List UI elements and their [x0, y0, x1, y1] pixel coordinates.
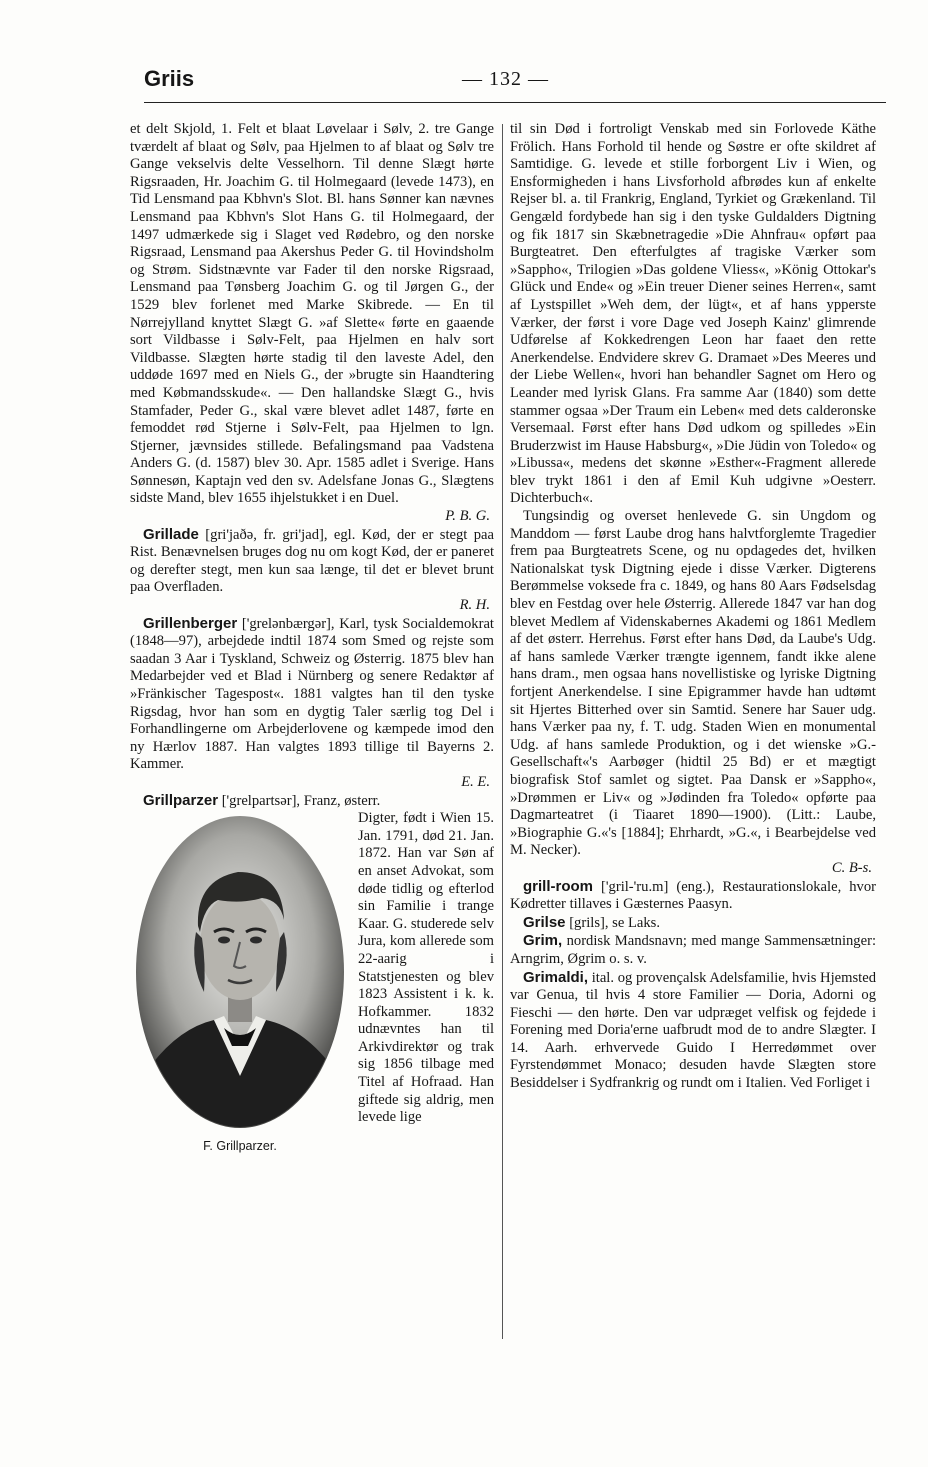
- entry-grilse: [510, 914, 876, 933]
- grillparzer-portrait-icon: [134, 814, 346, 1130]
- portrait-figure: [130, 814, 350, 1166]
- right-column: [510, 121, 876, 1093]
- entry-grim: [510, 932, 876, 968]
- lemma-grimaldi: Grimaldi,: [523, 968, 589, 986]
- entry-text: [gri'jaðə, fr. gri'jad], egl. Kød, der er stegt paa Rist. Benævnelsen bruges dog nu om kogt Kød, der er paneret og derefter stegt, men kun saa længe, til det er blevet brunt paa Overfladen.: [130, 526, 494, 596]
- lemma-grillade: Grillade: [143, 525, 199, 543]
- author-signature: E. E.: [461, 773, 490, 790]
- entry-text: [grils], se Laks.: [569, 914, 660, 931]
- entry-grillade: [130, 526, 494, 597]
- page-number: — 132 —: [462, 68, 549, 90]
- entry-grillparzer-continued: til sin Død i fortroligt Venskab med sin Forlovede Käthe Frölich. Hans Forhold til hende og Søstre er ofte skildret af Samtidige. G. levede et stille forborgent Liv i Wien, og Ensformigheden i hans Livsforhold afbrødes kun af enkelte Rejser bl. a. til Frankrig, England, Tyrkiet og Grækenland. Til Gengæld fordybede han sig i den tyske Guldalders Digtning og fik 1817 sin Skæbnetragedie »Die Ahnfrau« opført paa Burgteatret. Den efterfulgtes af tragiske Værker som »Sappho«, Trilogien »Das goldene Vliess«, »König Ottokar's Glück und Ende« og »Ein treuer Diener seines Herren«, samt af Lystspillet »Weh dem, der lügt«, et af hans ypperste Værker, der først i vore Dage ved Joseph Kainz' glimrende Udførelse af Kokkedrengen Leon har faaet den rette Anerkendelse. Endvidere skrev G. Dramaet »Des Meeres und der Liebe Wellen«, hvori han behandler Sagnet om Hero og Leander med lyrisk Glans. Fra samme Aar (1840) som dette stammer ogsaa »Der Traum ein Leben« med dets calderonske Versemaal. Først efter hans Død udkom og spilledes »Ein Bruderzwist im Hause Habsburg«, »Die Jüdin von Toledo« og »Libussa«, medens det skønne »Esther«-Fragment allerede blev trykt 1861 i den af Emil Kuh udgivne »Oesterr. Dichterbuch«.: [510, 121, 876, 507]
- lemma-grillparzer: Grillparzer: [143, 791, 219, 809]
- entry-grill-room: [510, 878, 876, 914]
- entry-grillparzer-text: Digter, født i Wien 15. Jan. 1791, død 21. Jan. 1872. Han var Søn af en anset Advokat, som døde tidlig og efterlod sin Familie i trange Kaar. G. studerede selv Jura, kom allerede som 22-aarig i Statstjenesten og blev 1823 Assistent i k. k. Hofkammer. 1832 udnævntes han til Arkivdirektør og trak sig 1856 tilbage med Titel af Hofraad. Han giftede sig aldrig, men levede lige: [358, 810, 494, 1126]
- lemma-grillenberger: Grillenberger: [143, 614, 238, 632]
- entry-text: ['gril-'ru.m] (eng.), Restaurationslokale, hvor Kødretter tillaves i Gæsternes Paasyn.: [510, 878, 876, 913]
- lemma-grim: Grim,: [523, 932, 563, 950]
- author-signature: R. H.: [459, 597, 490, 614]
- lemma-grilse: Grilse: [523, 913, 566, 931]
- entry-grimaldi: [510, 969, 876, 1093]
- page-header: [144, 66, 886, 96]
- entry-continuation: et delt Skjold, 1. Felt et blaat Løvelaar i Sølv, 2. tre Gange tværdelt af blaat og Sølv, paa Hjelmen to af blaat og Sølv tre Gange vekselvis delte Vesselhorn. Til denne Slægt hørte Rigsraaden, Hr. Joachim G. til Holmegaard (levede 1473), en Tid Lensmand paa Kbhvn's Slot. Bl. hans Sønner kan nævnes Lensmand paa Kbhvn's Slot Hans G. til Holmegaard, der 1497 udmærkede sig i Slaget ved Rødebro, og den norske Rigsraad, Lensmand paa Akershus Peder G. til Hovindsholm og Strøm. Sidstnævnte var Fader til den norske Rigsraad, Lensmand paa Tønsberg Joachim G. og til Jørgen G., der 1529 blev forlenet med Marke Skibrede. — En til Nørrejylland knyttet Slægt G. »af Slette« førte en gaaende sort Vildbasse i Sølv-Felt, paa Hjelmen en halv sort Vildbasse. Slægten hørte stadig til den laveste Adel, den uddøde 1697 med en Niels G., der »brugte sin Haandtering med Købmandsskude«. — Den hallandske Slægt G., hvis Stamfader, Peder G., skal være blevet adlet 1487, førte en femoddet rød Stjerne i Sølv-Felt, paa Hjelmen to lgn. Stjerner, jævnsides stillede. Befalingsmand paa Vadstena Anders G. (d. 1587) blev 30. Apr. 1585 adlet i Sverige. Hans Sønnesøn, Kaptajn ved den sv. Adelsfane Jonas G., Slægtens sidste Mand, blev 1655 ihjelstukket i en Duel.: [130, 121, 494, 507]
- entry-pronunciation: ['grelpartsər], Franz, østerr.: [221, 792, 381, 809]
- lemma-grill-room: grill-room: [523, 877, 593, 895]
- header-rule: [144, 102, 886, 103]
- entry-grillparzer-head: [130, 792, 494, 811]
- running-headword: Griis: [144, 66, 195, 91]
- entry-text: nordisk Mandsnavn; med mange Sammensætninger: Arngrim, Øgrim o. s. v.: [510, 933, 876, 967]
- entry-text: ['grelənbærgər], Karl, tysk Socialdemokrat (1848—97), arbejdede indtil 1874 som Smed og rejste som saadan 3 Aar i Tyskland, Schweiz og Østerrig. 1875 blev han Medarbejder ved et Blad i Nürnberg og senere Redaktør af »Fränkischer Tagespost«. 1881 valgtes han til den tyske Rigsdag, hvor han som en dygtig Taler særlig tog Del i Forhandlingerne om Arbejderlovene og kæmpede imod den ny Hærlov 1887. Han valgtes 1893 tillige til Bayerns 2. Kammer.: [130, 615, 494, 773]
- left-column: [130, 121, 494, 1170]
- entry-grillparzer-legacy: Tungsindig og overset henlevede G. sin Ungdom og Manddom — først Laube drog hans halvtforglemte Tragedier frem paa Burgteatrets Scene, og nu opdagedes det, hvilken Nationalskat tysk Digtning ejede i disse Værker. Digterens Berømmelse voksede fra c. 1849, og hans 80 Aars Fødselsdag blev en Festdag over hele Østerrig. Allerede 1847 var han dog blevet Medlem af Videnskabernes Akademi og 1861 Medlem af det østerr. Herrehus. Først efter hans Død, da Laube's Udg. af hans samlede Værker trængte igennem, fandt ikke alene hans dram., men ogsaa hans novellistiske og lyriske Digtning fortjent Anerkendelse. I sine Epigrammer havde han udtømt sit Hjertes Bitterhed over sin Samtid. Senere har Sauer udg. hans Værker paa ny, f. T. udg. Staden Wien en monumental Udg. af hans samlede Produktion, og i det wienske »G.-Gesellschaft«'s Aarbøger (hidtil 25 Bd) er et mægtigt biografisk Stof samlet og sigtet. Paa Dansk er »Sappho«, »Drømmen er Liv« og »Jødinden fra Toledo« opførte paa Dagmarteatret (i Tiaaret 1890—1900). (Litt.: Laube, »Biographie G.«'s [1884]; Ehrhardt, »G.«, i Bearbejdelse ved M. Necker).: [510, 508, 876, 859]
- author-signature: C. B-s.: [831, 859, 872, 876]
- portrait-caption: F. Grillparzer.: [203, 1139, 277, 1154]
- entry-text: ital. og provençalsk Adelsfamilie, hvis Hjemsted var Genua, til hvis 4 store Familier — Doria, Adorni og Fieschi — den hørte. Den var udpræget velfisk og fejdede i Forening med Doria'erne uafbrudt mod de to andre Slægter. I 14. Aarh. erhvervede Guido I Herredømmet over Fyrstendømmet Monaco; desuden havde Slægten store Besiddelser i Sydfrankrig og rundt om i Italien. Ved Forliget i: [510, 969, 876, 1092]
- entry-grillenberger: [130, 615, 494, 774]
- column-divider: [502, 124, 503, 1339]
- author-signature: P. B. G.: [445, 508, 490, 525]
